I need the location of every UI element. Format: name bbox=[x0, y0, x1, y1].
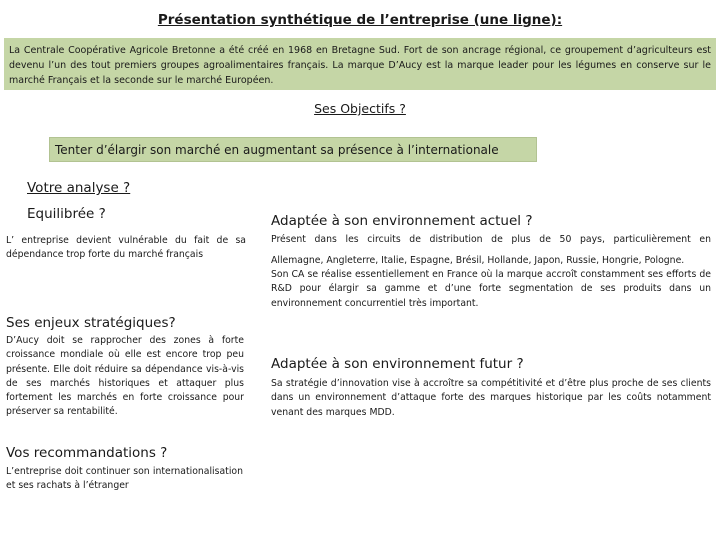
objectives-box: Tenter d’élargir son marché en augmentant sa présence à l’internationale bbox=[49, 137, 537, 162]
stakes-text: D’Aucy doit se rapprocher des zones à forte croissance mondiale où elle est encore trop peu présente. Elle doit réduire sa dépendance vis-à-vis de ses marchés historiques et attaquer plus fortement les marchés en forte croissance pour préserver sa rentabilité. bbox=[6, 335, 244, 418]
balanced-heading: Equilibrée ? bbox=[27, 206, 106, 222]
current-environment-line2: Allemagne, Angleterre, Italie, Espagne, Brésil, Hollande, Japon, Russie, Hongrie, Pologne. bbox=[271, 255, 685, 266]
recommendations-text: L’entreprise doit continuer son internationalisation et ses rachats à l’étranger bbox=[6, 466, 243, 492]
current-environment-heading: Adaptée à son environnement actuel ? bbox=[271, 213, 533, 229]
analysis-heading: Votre analyse ? bbox=[27, 180, 131, 196]
current-environment-line1: Présent dans les circuits de distribution de plus de 50 pays, particulièrement en bbox=[271, 234, 711, 245]
company-summary-box: La Centrale Coopérative Agricole Bretonne a été créé en 1968 en Bretagne Sud. Fort de son ancrage régional, ce groupement d’agriculteurs est devenu l’un des tout premiers groupes agroalimentaires français. La marque D’Aucy est la marque leader pour les légumes en conserve sur le marché Français et la seconde sur le marché Européen. bbox=[4, 38, 716, 90]
recommendations-heading: Vos recommandations ? bbox=[6, 445, 168, 461]
page-title: Présentation synthétique de l’entreprise (une ligne): bbox=[157, 12, 563, 28]
balanced-text: L’ entreprise devient vulnérable du fait de sa dépendance trop forte du marché français bbox=[6, 235, 246, 261]
objectives-heading: Ses Objectifs ? bbox=[314, 101, 406, 116]
current-environment-text: Son CA se réalise essentiellement en France où la marque accroît constamment ses efforts de R&D pour élargir sa gamme et d’une forte segmentation de ses produits dans un environnement concurrentiel très important. bbox=[271, 269, 711, 309]
stakes-heading: Ses enjeux stratégiques? bbox=[6, 315, 176, 331]
future-environment-text: Sa stratégie d’innovation vise à accroître sa compétitivité et d’être plus proche de ses clients dans un environnement d’attaque forte des marques historique par les coûts notamment venant des marques MDD. bbox=[271, 378, 711, 418]
future-environment-heading: Adaptée à son environnement futur ? bbox=[271, 356, 524, 372]
